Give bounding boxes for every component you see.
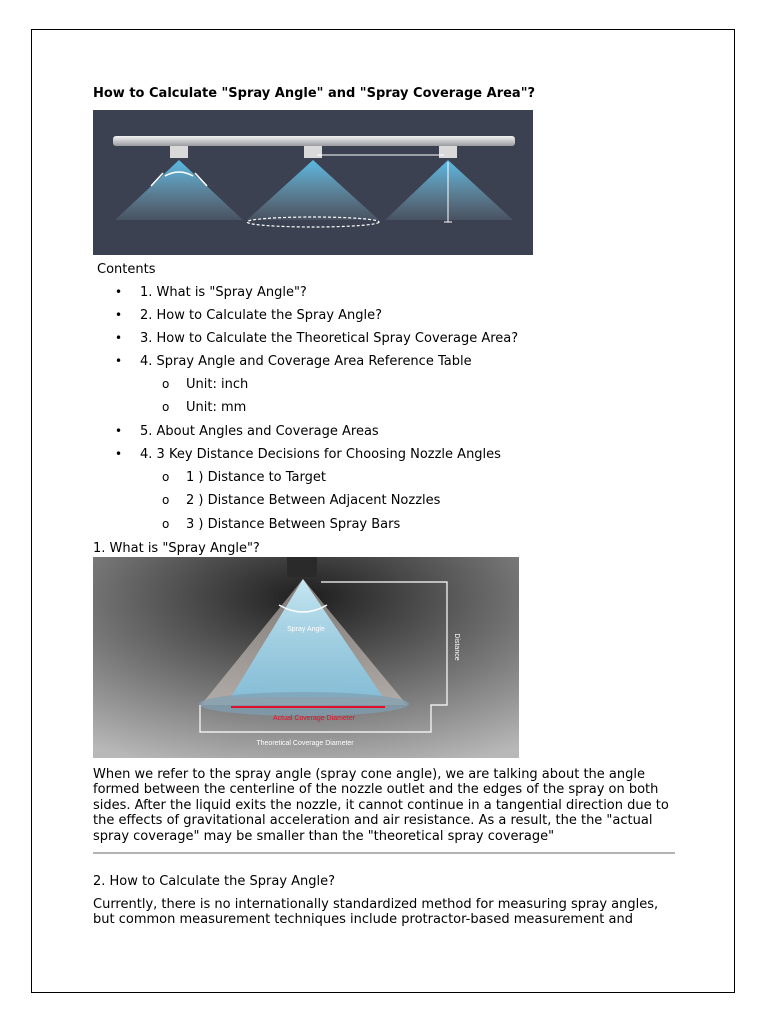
contents-heading: Contents (97, 262, 156, 277)
section-1-paragraph (93, 767, 693, 844)
bullet-marker: • (115, 354, 123, 368)
toc-label: Unit: mm (186, 400, 247, 415)
toc-label: 1. What is "Spray Angle"? (140, 285, 307, 300)
paragraph-line: sides. After the liquid exits the nozzle, it cannot continue in a tangential direction due to (93, 797, 669, 813)
sub-bullet-marker: o (162, 400, 170, 414)
bullet-marker: • (115, 447, 123, 461)
section-2-paragraph (93, 897, 693, 928)
toc-label: 3. How to Calculate the Theoretical Spray Coverage Area? (140, 331, 519, 346)
horizontal-rule (93, 852, 675, 854)
sub-bullet-marker: o (162, 493, 170, 507)
toc-label: 3 ) Distance Between Spray Bars (186, 517, 401, 532)
paragraph-line: Currently, there is no internationally standardized method for measuring spray angles, (93, 897, 659, 912)
paragraph-line: When we refer to the spray angle (spray cone angle), we are talking about the angle (93, 767, 645, 782)
theoretical-coverage-label: Theoretical Coverage Diameter (256, 740, 354, 747)
paragraph-line: the effects of gravitational acceleration and air resistance. As a result, the the "actual (93, 813, 653, 829)
actual-coverage-label: Actual Coverage Diameter (272, 715, 356, 722)
spray-angle-diagram (93, 557, 519, 758)
section-1-heading: 1. What is "Spray Angle"? (93, 541, 260, 556)
toc-label: 2 ) Distance Between Adjacent Nozzles (186, 493, 441, 508)
sub-bullet-marker: o (162, 377, 170, 391)
distance-label: Distance (453, 633, 460, 661)
paragraph-line: formed between the centerline of the nozzle outlet and the edges of the spray on both (93, 782, 659, 798)
spray-angle-label: Spray Angle (287, 626, 325, 633)
sub-bullet-marker: o (162, 517, 170, 531)
bullet-marker: • (115, 331, 123, 345)
toc-label: 5. About Angles and Coverage Areas (140, 424, 379, 439)
paragraph-line: spray coverage" may be smaller than the "theoretical spray coverage" (93, 828, 555, 844)
page-title: How to Calculate "Spray Angle" and "Spray Coverage Area"? (93, 86, 536, 101)
toc-label: Unit: inch (186, 377, 249, 392)
spray-nozzles-illustration (93, 110, 533, 255)
toc-label: 2. How to Calculate the Spray Angle? (140, 308, 383, 323)
bullet-marker: • (115, 424, 123, 438)
bullet-marker: • (115, 285, 123, 299)
toc-label: 1 ) Distance to Target (186, 470, 326, 485)
toc-label: 4. Spray Angle and Coverage Area Reference Table (140, 354, 472, 369)
paragraph-line: but common measurement techniques include protractor-based measurement and (93, 912, 633, 928)
section-2-heading: 2. How to Calculate the Spray Angle? (93, 874, 336, 889)
sub-bullet-marker: o (162, 470, 170, 484)
toc-label: 4. 3 Key Distance Decisions for Choosing Nozzle Angles (140, 447, 501, 462)
bullet-marker: • (115, 308, 123, 322)
